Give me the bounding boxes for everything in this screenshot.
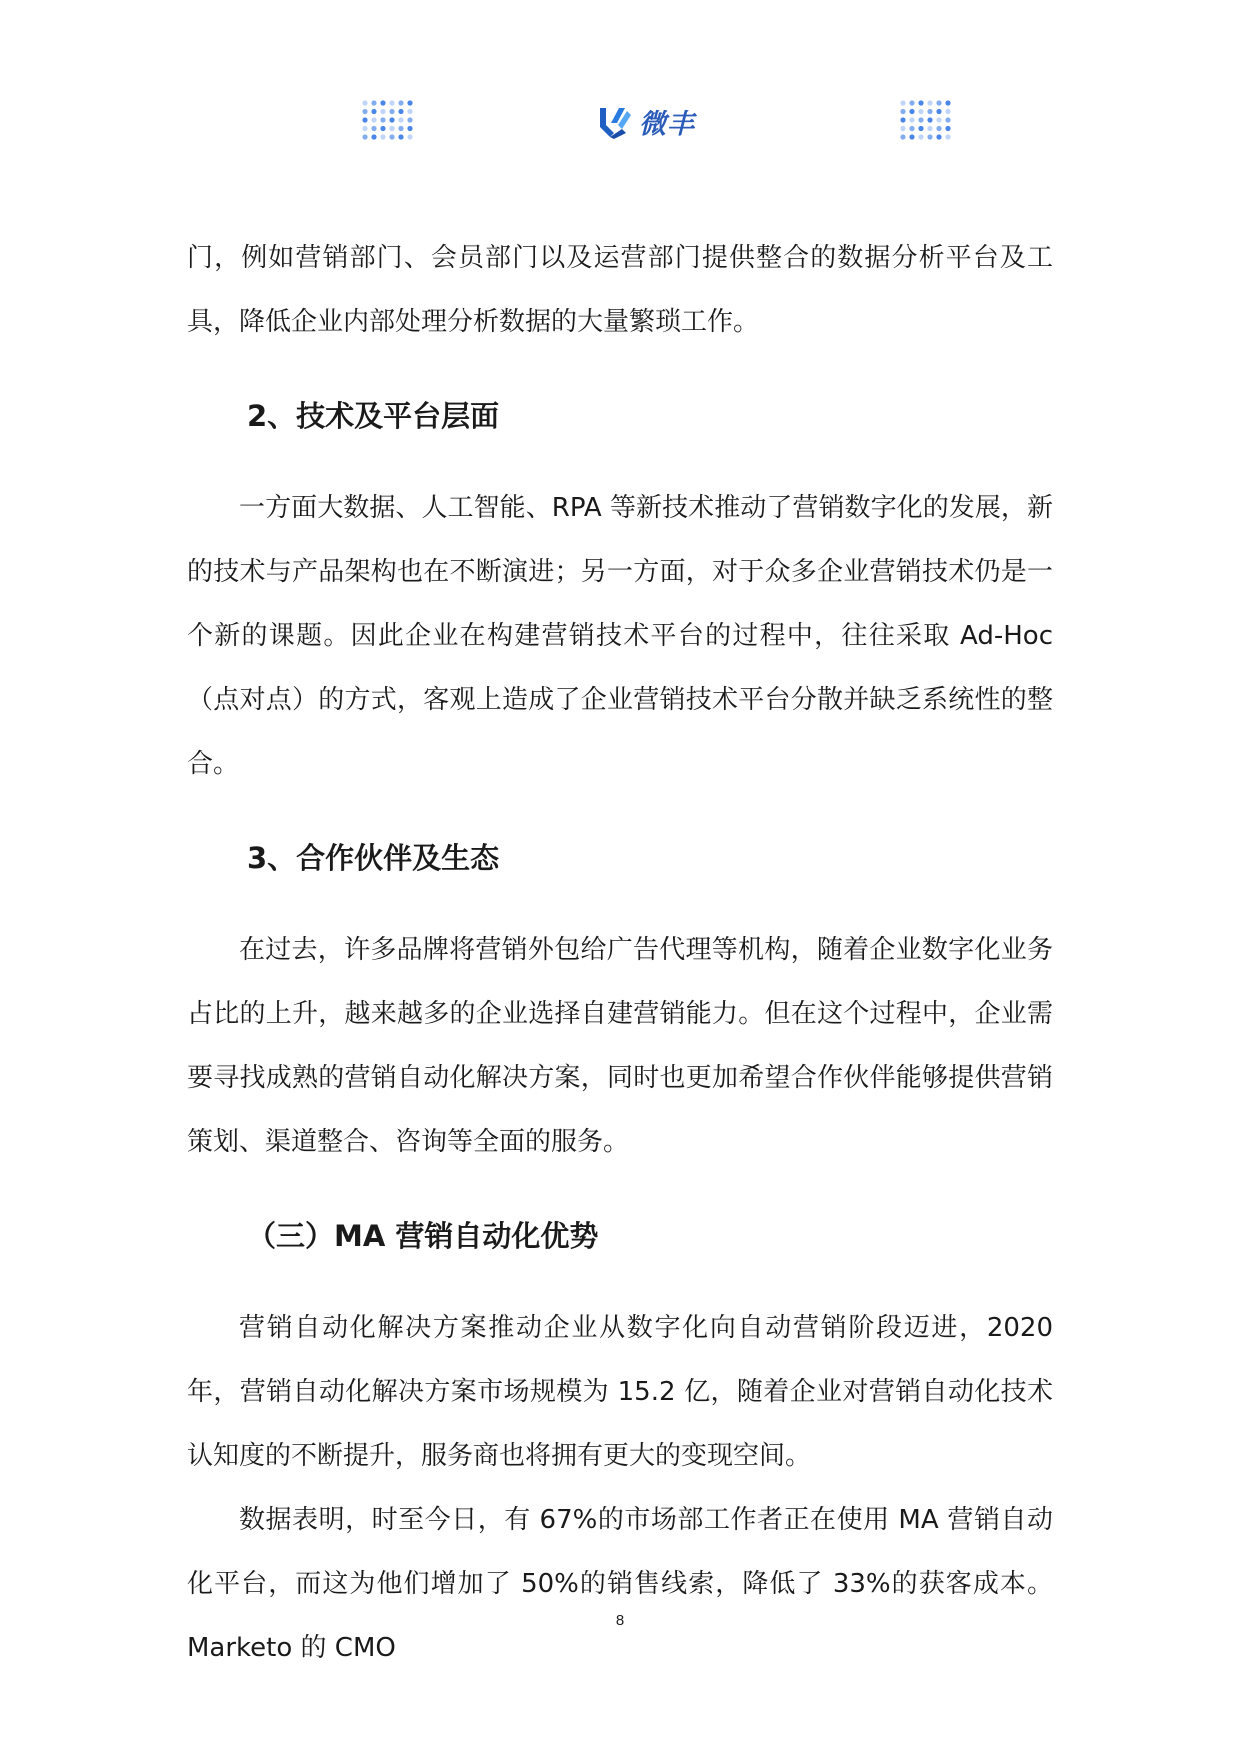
decorative-dot xyxy=(918,117,923,122)
decorative-dot xyxy=(398,117,403,122)
decorative-dot xyxy=(936,126,941,131)
decorative-dot xyxy=(918,134,923,139)
decorative-dot xyxy=(927,109,932,114)
decorative-dot xyxy=(927,100,932,105)
decorative-dot xyxy=(407,126,412,131)
decorative-dot xyxy=(909,100,914,105)
decorative-dot xyxy=(398,126,403,131)
decorative-dot xyxy=(380,109,385,114)
decorative-dot xyxy=(380,134,385,139)
decorative-dot xyxy=(389,126,394,131)
decorative-dot xyxy=(407,100,412,105)
decorative-dot xyxy=(371,117,376,122)
brand-logo xyxy=(597,96,695,146)
paragraph-market-size: 营销自动化解决方案推动企业从数字化向自动营销阶段迈进，2020 年，营销自动化解决方案市场规模为 15.2 亿，随着企业对营销自动化技术认知度的不断提升，服务商也将拥有更大的变现空间。 xyxy=(187,1313,1053,1471)
decorative-dot xyxy=(909,126,914,131)
decorative-dot xyxy=(945,117,950,122)
page-number: 8 xyxy=(615,1612,625,1629)
decorative-dot xyxy=(398,109,403,114)
decorative-dot xyxy=(900,117,905,122)
page-header xyxy=(0,92,1240,152)
decorative-dot xyxy=(927,126,932,131)
decorative-dot xyxy=(398,100,403,105)
decorative-dot xyxy=(927,117,932,122)
decorative-dot xyxy=(900,134,905,139)
decorative-dot xyxy=(371,134,376,139)
decorative-dot xyxy=(371,109,376,114)
decorative-dot xyxy=(927,134,932,139)
decorative-dot xyxy=(398,134,403,139)
decorative-dot xyxy=(389,109,394,114)
weifeng-logo-icon xyxy=(597,103,633,139)
document-body xyxy=(187,226,1053,1680)
decorative-dot xyxy=(936,134,941,139)
decorative-dot xyxy=(407,117,412,122)
heading-tech-platform: 2、技术及平台层面 xyxy=(247,399,500,433)
section-heading-ma-advantages: （三）MA 营销自动化优势 xyxy=(247,1219,599,1253)
paragraph-data-stats: 数据表明，时至今日，有 67%的市场部工作者正在使用 MA 营销自动化平台，而这为他们增加了 50%的销售线索，降低了 33%的获客成本。Marketo 的 CMO xyxy=(187,1505,1053,1663)
decorative-dot xyxy=(936,100,941,105)
decorative-dot xyxy=(900,109,905,114)
decorative-dot xyxy=(371,126,376,131)
brand-name: 微丰 xyxy=(639,108,695,140)
decorative-dot xyxy=(380,117,385,122)
heading-partner-ecosystem: 3、合作伙伴及生态 xyxy=(247,841,500,875)
decorative-dot xyxy=(945,109,950,114)
decorative-dot xyxy=(909,109,914,114)
decorative-dot xyxy=(407,134,412,139)
decorative-dot xyxy=(945,100,950,105)
decorative-dot xyxy=(918,126,923,131)
decorative-dot xyxy=(362,117,367,122)
decorative-dot xyxy=(945,134,950,139)
decorative-dot xyxy=(380,126,385,131)
paragraph-continuation: 门，例如营销部门、会员部门以及运营部门提供整合的数据分析平台及工具，降低企业内部处理分析数据的大量繁琐工作。 xyxy=(187,243,1053,337)
decorative-dot xyxy=(371,100,376,105)
decorative-dot xyxy=(909,134,914,139)
decorative-dot xyxy=(936,109,941,114)
decorative-dot xyxy=(362,126,367,131)
decorative-dot xyxy=(909,117,914,122)
decorative-dot xyxy=(918,100,923,105)
decorative-dot xyxy=(900,100,905,105)
decorative-dot xyxy=(362,109,367,114)
decorative-dot xyxy=(900,126,905,131)
decorative-dots-left-icon xyxy=(360,98,416,142)
decorative-dot xyxy=(380,100,385,105)
paragraph-tech-platform: 一方面大数据、人工智能、RPA 等新技术推动了营销数字化的发展，新的技术与产品架构也在不断演进；另一方面，对于众多企业营销技术仍是一个新的课题。因此企业在构建营销技术平台的过程中，往往采取 Ad-Hoc（点对点）的方式，客观上造成了企业营销技术平台分散并缺乏系统性的整合。 xyxy=(187,493,1053,779)
decorative-dot xyxy=(362,100,367,105)
decorative-dot xyxy=(918,109,923,114)
decorative-dot xyxy=(407,109,412,114)
decorative-dots-right-icon xyxy=(898,98,954,142)
decorative-dot xyxy=(362,134,367,139)
decorative-dot xyxy=(389,117,394,122)
paragraph-partner-ecosystem: 在过去，许多品牌将营销外包给广告代理等机构，随着企业数字化业务占比的上升，越来越多的企业选择自建营销能力。但在这个过程中，企业需要寻找成熟的营销自动化解决方案，同时也更加希望合作伙伴能够提供营销策划、渠道整合、咨询等全面的服务。 xyxy=(187,935,1053,1157)
decorative-dot xyxy=(389,100,394,105)
decorative-dot xyxy=(936,117,941,122)
decorative-dot xyxy=(389,134,394,139)
decorative-dot xyxy=(945,126,950,131)
